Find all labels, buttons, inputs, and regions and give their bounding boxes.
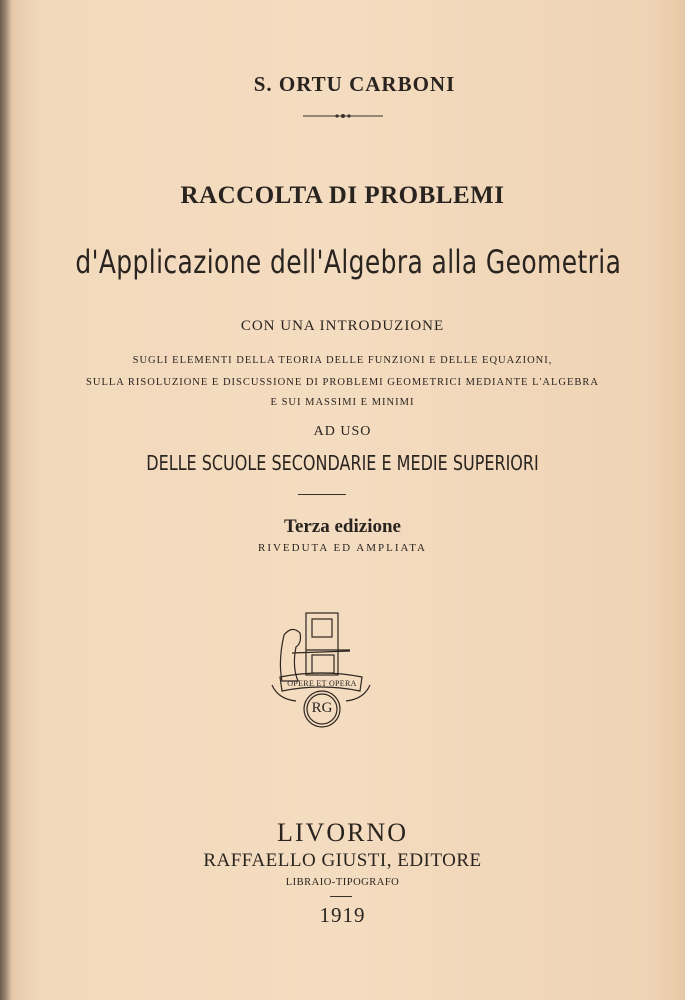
publisher-role: LIBRAIO-TIPOGRAFO [285,877,400,888]
title-line-2: d'Applicazione dell'Algebra alla Geometria [75,243,622,281]
intro-line: CON UNA INTRODUZIONE [240,318,445,334]
publisher-name: RAFFAELLO GIUSTI, EDITORE [203,850,482,871]
publication-city: LIVORNO [277,818,408,847]
publisher-mark-monogram: RG [311,700,333,716]
publisher-mark-motto: OPERE ET OPERA [287,679,357,688]
subtitle-line: E SUI MASSIMI E MINIMI [270,397,415,408]
author-name: S. ORTU CARBONI [253,72,456,96]
divider [330,896,352,897]
publication-year: 1919 [319,903,366,927]
revised-note: RIVEDUTA ED AMPLIATA [257,542,427,554]
ornament-divider [0,112,685,120]
subtitle-line: SUGLI ELEMENTI DELLA TEORIA DELLE FUNZIONI E DELLE EQUAZIONI, [132,355,553,366]
ad-uso-line: AD USO [313,424,372,439]
title-line-1: RACCOLTA DI PROBLEMI [180,182,505,209]
divider [298,494,346,495]
subtitle-line: SULLA RISOLUZIONE E DISCUSSIONE DI PROBLEMI GEOMETRICI MEDIANTE L'ALGEBRA [86,377,599,388]
edition: Terza edizione [284,516,401,537]
publisher-mark-logo [262,605,380,735]
schools-line: DELLE SCUOLE SECONDARIE E MEDIE SUPERIORI [146,451,539,475]
